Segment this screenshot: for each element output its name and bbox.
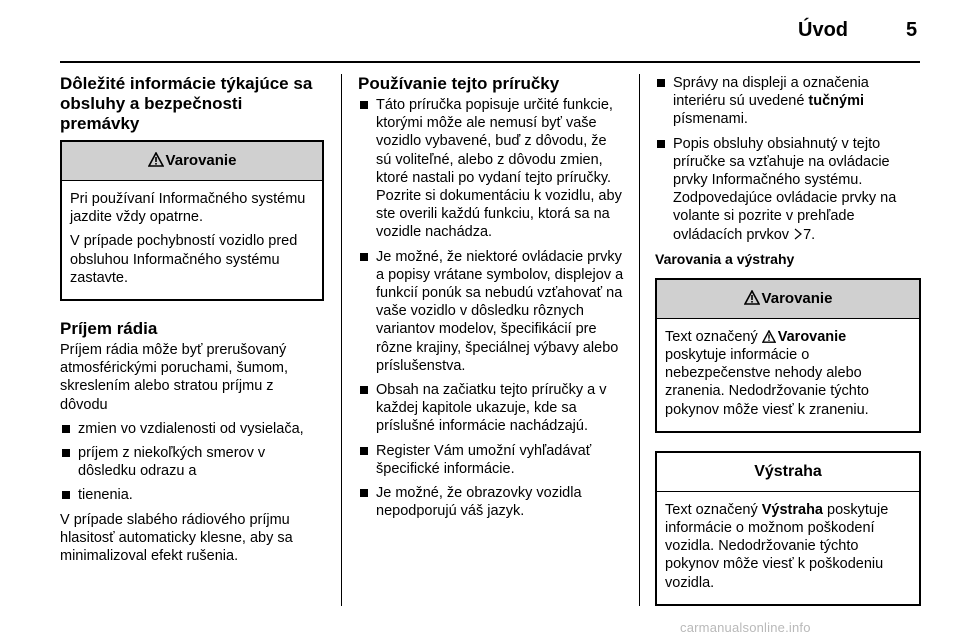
list-item — [358, 248, 624, 375]
display-notes-list — [655, 74, 921, 244]
list-item — [60, 486, 324, 504]
list-item — [358, 381, 624, 436]
reception-outro: V prípade slabého rádiového príjmu hlasitosť automaticky klesne, aby sa minimalizoval efekt rušenia. — [60, 511, 293, 565]
reception-list — [60, 420, 324, 505]
caution-text: poskytuje informácie o možnom poškodení vozidla. Nedodržovanie týchto pokynov môže viesť k poškodeniu vozidla. — [665, 501, 889, 591]
warning-box — [60, 140, 324, 301]
bullet-square-icon — [360, 386, 368, 394]
warnings-heading: Varovania a výstrahy — [655, 250, 795, 267]
caution-paragraph — [665, 501, 911, 592]
section-title: Úvod — [798, 19, 848, 41]
reception-heading: Príjem rádia — [60, 319, 158, 339]
bullet-square-icon — [62, 449, 70, 457]
warning-box-title: Varovanie — [761, 289, 833, 307]
warning-box-body — [657, 319, 919, 431]
column-divider-1 — [341, 74, 342, 606]
warning-box-title: Varovanie — [165, 152, 237, 169]
warning-box — [655, 278, 921, 433]
bullet-square-icon — [657, 140, 665, 148]
bullet-square-icon — [62, 425, 70, 433]
list-item-text: Táto príručka popisuje určité funkcie, ktorými môže ale nemusí byť vaše vozidlo vybavené, buď z dôvodu, že sú voliteľné, alebo z dôvodu zmien, ktoré nastali po vydaní tejto príručky. Pozrite si dokumentáciu k vozidlu, aby ste overili každú funkciu, ktorá sa na vozidle nachádza. — [376, 97, 622, 241]
list-item-text: Správy na displeji a označenia interiéru sú uvedené — [673, 75, 869, 110]
warning-box-header — [62, 142, 322, 181]
warning-box-body — [62, 181, 322, 299]
list-item-text: zmien vo vzdialenosti od vysielača, — [78, 420, 304, 437]
bullet-square-icon — [360, 447, 368, 455]
list-item-text: Je možné, že niektoré ovládacie prvky a popisy vrátane symbolov, displejov a funkcií ponúk sa nebudú vzťahovať na vaše vozidlo v dôsledku rôznych variantov modelov, špecifikácií pre rôzne krajiny, špeciálnej výbavy alebo príslušenstva. — [376, 248, 624, 374]
list-item — [655, 135, 921, 244]
header-divider — [60, 61, 920, 63]
column-middle — [358, 74, 624, 526]
list-item — [60, 420, 324, 438]
list-item — [655, 74, 921, 129]
reference-arrow-icon — [793, 228, 803, 240]
manual-usage-list — [358, 96, 624, 520]
caution-box-header — [657, 453, 919, 492]
caution-text: Text označený — [665, 501, 762, 518]
list-item-text: Popis obsluhy obsiahnutý v tejto príručke sa vzťahuje na ovládacie prvky Informačného systému. Zodpovedajúce ovládacie prvky na volante si pozrite v prehľade ovládacích prvkov — [673, 135, 897, 243]
column-right — [655, 74, 921, 624]
bullet-square-icon — [62, 491, 70, 499]
warning-text: Text označený — [665, 328, 762, 345]
bullet-square-icon — [360, 101, 368, 109]
bullet-square-icon — [360, 253, 368, 261]
page-number: 5 — [906, 19, 918, 41]
column-divider-2 — [639, 74, 640, 606]
warning-text: poskytuje informácie o nebezpečenstve nehody alebo zranenia. Nedodržovanie týchto pokynov môže viesť k zraneniu. — [665, 347, 869, 418]
reception-intro: Príjem rádia môže byť prerušovaný atmosférickými poruchami, šumom, skreslením alebo stratou príjmu z dôvodu — [60, 342, 289, 413]
list-item-text: Register Vám umožní vyhľadávať špecifické informácie. — [376, 442, 592, 477]
list-item — [358, 96, 624, 242]
list-item-text: písmenami. — [673, 111, 748, 128]
safety-heading: Dôležité informácie týkajúce sa obsluhy a bezpečnosti premávky — [60, 74, 313, 133]
warning-paragraph: Pri používaní Informačného systému jazdite vždy opatrne. — [70, 191, 306, 226]
list-item-text: tienenia. — [78, 487, 133, 504]
page-reference[interactable]: 7. — [803, 226, 816, 243]
bold-term: Výstraha — [761, 501, 823, 518]
caution-box-body — [657, 492, 919, 604]
column-left — [60, 74, 324, 571]
caution-box-title: Výstraha — [754, 462, 822, 480]
warning-triangle-icon — [762, 330, 776, 343]
caution-box — [655, 451, 921, 606]
list-item-text: Obsah na začiatku tejto príručky a v každej kapitole ukazuje, kde sa príslušné informácie nachádzajú. — [376, 382, 607, 435]
list-item-text: Je možné, že obrazovky vozidla nepodporujú váš jazyk. — [376, 485, 582, 520]
warning-triangle-icon — [744, 290, 760, 305]
warning-triangle-icon — [148, 152, 164, 167]
manual-usage-heading: Používanie tejto príručky — [358, 74, 560, 93]
list-item-text: príjem z niekoľkých smerov v dôsledku odrazu a — [78, 445, 266, 480]
warning-box-header — [657, 280, 919, 319]
bold-term: Varovanie — [777, 328, 847, 345]
warning-paragraph — [665, 328, 911, 419]
bold-term: tučnými — [808, 93, 865, 110]
watermark: carmanualsonline.info — [680, 620, 811, 635]
list-item — [358, 484, 624, 520]
bullet-square-icon — [360, 489, 368, 497]
page-header — [0, 0, 960, 62]
bullet-square-icon — [657, 79, 665, 87]
list-item — [358, 442, 624, 478]
warning-paragraph: V prípade pochybností vozidlo pred obsluhou Informačného systému zastavte. — [70, 233, 298, 286]
list-item — [60, 444, 324, 480]
